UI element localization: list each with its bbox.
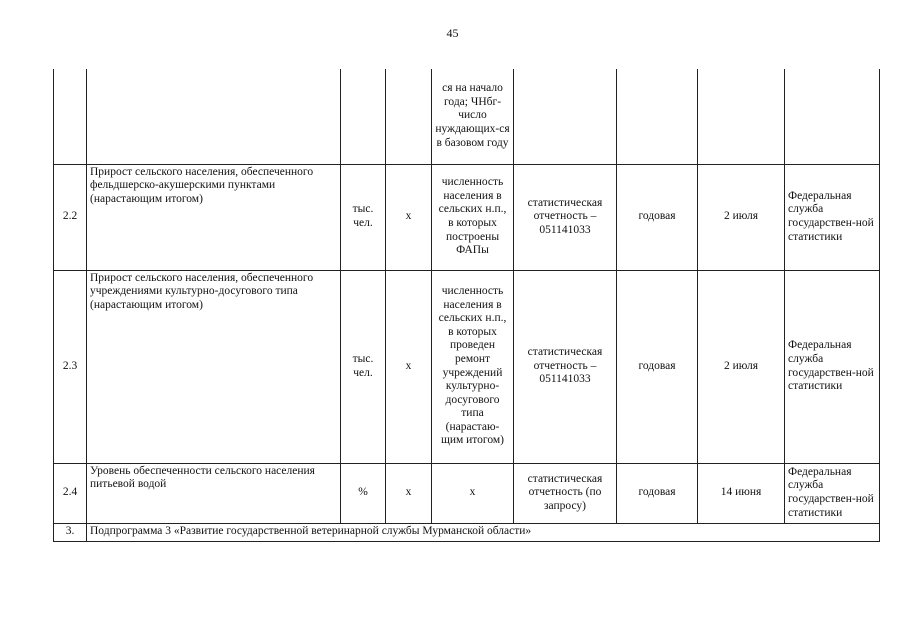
mark-cell: х xyxy=(386,270,432,463)
unit-cell: тыс. чел. xyxy=(341,270,386,463)
method-cell: численность населения в сельских н.п., в которых проведен ремонт учреждений культурно-досугового типа (нарастаю-щим итогом) xyxy=(432,270,514,463)
unit-cell: % xyxy=(341,463,386,523)
mark-cell: х xyxy=(386,164,432,270)
source-cell: статистическая отчетность – 051141033 xyxy=(514,270,617,463)
subprogram-number: 3. xyxy=(54,523,87,541)
organization-cell: Федеральная служба государствен-ной статистики xyxy=(785,270,880,463)
period-cell xyxy=(617,69,698,164)
period-cell: годовая xyxy=(617,270,698,463)
row-number-cell xyxy=(54,69,87,164)
indicator-name-cell xyxy=(87,69,341,164)
unit-cell xyxy=(341,69,386,164)
date-cell: 2 июля xyxy=(698,164,785,270)
indicator-name-cell: Прирост сельского населения, обеспеченного учреждениями культурно-досугового типа (нарастающим итогом) xyxy=(87,270,341,463)
table-row xyxy=(54,69,880,164)
date-cell: 14 июня xyxy=(698,463,785,523)
indicator-name-cell: Прирост сельского населения, обеспеченного фельдшерско-акушерскими пунктами (нарастающим итогом) xyxy=(87,164,341,270)
table-row xyxy=(54,463,880,523)
period-cell: годовая xyxy=(617,463,698,523)
organization-cell: Федеральная служба государствен-ной статистики xyxy=(785,164,880,270)
source-cell xyxy=(514,69,617,164)
source-cell: статистическая отчетность (по запросу) xyxy=(514,463,617,523)
organization-cell xyxy=(785,69,880,164)
table-row xyxy=(54,164,880,270)
subprogram-row xyxy=(54,523,880,541)
source-cell: статистическая отчетность – 051141033 xyxy=(514,164,617,270)
indicator-name-cell: Уровень обеспеченности сельского населения питьевой водой xyxy=(87,463,341,523)
method-cell: численность населения в сельских н.п., в которых построены ФАПы xyxy=(432,164,514,270)
row-number-cell: 2.4 xyxy=(54,463,87,523)
method-cell: х xyxy=(432,463,514,523)
table-row xyxy=(54,270,880,463)
period-cell: годовая xyxy=(617,164,698,270)
row-number-cell: 2.3 xyxy=(54,270,87,463)
indicators-table xyxy=(53,69,880,542)
page-number: 45 xyxy=(446,26,459,40)
mark-cell xyxy=(386,69,432,164)
method-cell: ся на начало года; ЧНбг-число нуждающих-ся в базовом году xyxy=(432,69,514,164)
organization-cell: Федеральная служба государствен-ной статистики xyxy=(785,463,880,523)
unit-cell: тыс. чел. xyxy=(341,164,386,270)
date-cell xyxy=(698,69,785,164)
subprogram-title: Подпрограмма 3 «Развитие государственной ветеринарной службы Мурманской области» xyxy=(87,523,880,541)
date-cell: 2 июля xyxy=(698,270,785,463)
mark-cell: х xyxy=(386,463,432,523)
row-number-cell: 2.2 xyxy=(54,164,87,270)
